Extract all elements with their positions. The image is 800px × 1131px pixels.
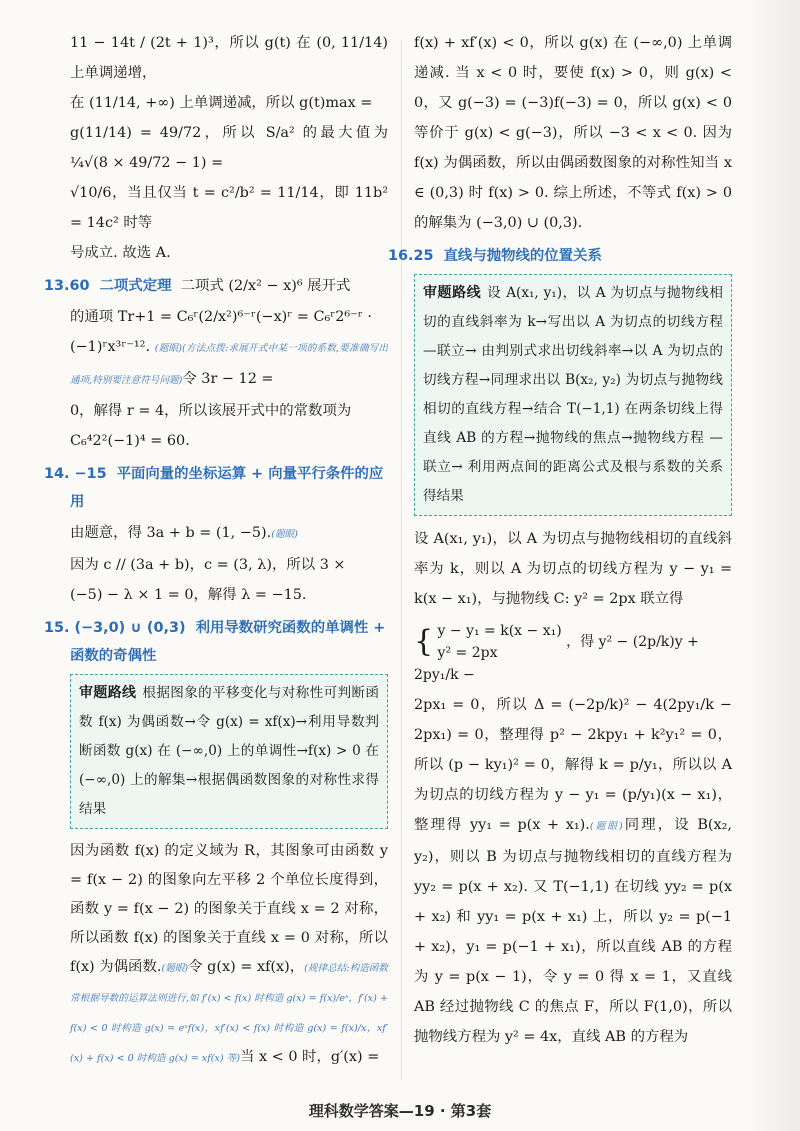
q13-lead: 二项式 (2/x² − x)⁶ 展开式 bbox=[180, 278, 351, 294]
equation-system: { y − y₁ = k(x − x₁) y² = 2px ，得 y² − (2p/k)y + 2py₁/k − bbox=[414, 623, 699, 683]
text-line: 号成立. 故选 A. bbox=[70, 245, 171, 261]
text-paragraph: 设 A(x₁, y₁)，以 A 为切点与抛物线相切的直线斜率为 k，则以 A 为切点的切线方程为 y − y₁ = k(x − x₁)，与抛物线 C: y² = 2px 联立得 bbox=[414, 531, 732, 607]
q15-answer: 15. (−3,0) ∪ (0,3) bbox=[44, 620, 186, 636]
box-text: 设 A(x₁, y₁)，以 A 为切点与抛物线相切的直线斜率为 k→写出以 A 为切点的切线方程 —联立→ 由判别式求出切线斜率→以 A 为切点的切线方程→同理求出以 B(x₂, y₂) 为切点与抛物线相切的直线方程→结合 T(−1,1) 在两条切线上得直线 AB 的方程→抛物线的焦点→抛物线方程 —联立→ 利用两点间的距离公式及根与系数的关系得结果 bbox=[423, 285, 723, 504]
text-line: 因为 c // (3a + b)，c = (3, λ)，所以 3 × bbox=[70, 557, 346, 573]
box-text: 根据图象的平移变化与对称性可判断函数 f(x) 为偶函数→令 g(x) = xf(x)→利用导数判断函数 g(x) 在 (−∞,0) 上的单调性→f(x) > 0 在 (−∞,0) 上的解集→根据偶函数图象的对称性求得结果 bbox=[79, 685, 380, 817]
text-line: g(11/14) = 49/72，所以 S/a² 的最大值为 ¼√(8 × 49/72 − 1) = bbox=[70, 125, 388, 171]
box-label: 审题路线 bbox=[79, 685, 137, 701]
text-line: √10/6，当且仅当 t = c²/b² = 11/14，即 11b² = 14c² 时等 bbox=[70, 185, 388, 231]
annotation-note: (题眼) bbox=[589, 821, 623, 832]
text-line: 由题意，得 3a + b = (1, −5).(题眼) bbox=[70, 525, 298, 541]
text-line: (−1)ʳx³ʳ⁻¹². (题眼)(方法点拨:求展开式中某一项的系数,要准确写出通项,特别要注意符号问题)令 3r − 12 = bbox=[70, 339, 388, 387]
q13-answer: 13.60 bbox=[44, 278, 90, 294]
left-column bbox=[44, 28, 389, 1073]
text-line: C₆⁴2²(−1)⁴ = 60. bbox=[70, 433, 190, 449]
analysis-route-box bbox=[70, 674, 388, 829]
text-paragraph: 2px₁ = 0，所以 Δ = (−2p/k)² − 4(2py₁/k − 2px₁) = 0，整理得 p² − 2kpy₁ + k²y₁² = 0，所以 (p − ky₁)² = 0，解得 k = p/y₁，所以以 A 为切点的切线方程为 y − y₁ = (p/y₁)(x − x₁)，整理得 yy₁ = p(x + x₁).(题眼)同理，设 B(x₂, y₂)，则以 B 为切点与抛物线相切的直线方程为 yy₂ = p(x + x₂). 又 T(−1,1) 在切线 yy₂ = p(x + x₂) 和 yy₁ = p(x + x₁) 上，所以 y₂ = p(−1 + x₂)，y₁ = p(−1 + x₁)，所以直线 AB 的方程为 y = p(x − 1)，令 y = 0 得 x = 1，又直线 AB 经过抛物线 C 的焦点 F，所以 F(1,0)，所以抛物线方程为 y² = 4x，直线 AB 的方程为 bbox=[414, 697, 732, 1045]
q13-topic: 二项式定理 bbox=[99, 278, 172, 294]
text-line: 的通项 Tr+1 = C₆ʳ(2/x²)⁶⁻ʳ(−x)ʳ = C₆ʳ2⁶⁻ʳ · bbox=[70, 309, 372, 325]
page-footer: 理科数学答案—19 · 第3套 bbox=[308, 1102, 492, 1120]
column-divider bbox=[401, 40, 402, 1080]
q14-topic: 平面向量的坐标运算 + 向量平行条件的应用 bbox=[70, 466, 384, 510]
text-line: 11 − 14t / (2t + 1)³，所以 g(t) 在 (0, 11/14) 上单调递增， bbox=[70, 35, 388, 81]
text-line: 在 (11/14, +∞) 上单调递减，所以 g(t)max = bbox=[70, 95, 373, 111]
q14-heading bbox=[44, 460, 388, 516]
text-line: (−5) − λ × 1 = 0，解得 λ = −15. bbox=[70, 587, 307, 603]
box-label: 审题路线 bbox=[423, 285, 482, 301]
system-eq-2: y² = 2px bbox=[437, 645, 498, 661]
q16-answer: 16.25 bbox=[388, 248, 434, 264]
system-tail: ，得 y² − (2p/k)y + 2py₁/k − bbox=[414, 634, 699, 683]
text-line: 0，解得 r = 4，所以该展开式中的常数项为 bbox=[70, 403, 352, 419]
text-paragraph: f(x) + xf′(x) < 0，所以 g(x) 在 (−∞,0) 上单调递减. 当 x < 0 时，要使 f(x) > 0，则 g(x) < 0，又 g(−3) = (−3)f(−3) = 0，所以 g(x) < 0 等价于 g(x) < g(−3)，所以 −3 < x < 0. 因为 f(x) 为偶函数，所以由偶函数图象的对称性知当 x ∈ (0,3) 时 f(x) > 0. 综上所述，不等式 f(x) > 0 的解集为 (−3,0) ∪ (0,3). bbox=[414, 35, 732, 231]
q14-answer: 14. −15 bbox=[44, 466, 107, 482]
q16-heading bbox=[388, 242, 732, 270]
q13-heading bbox=[44, 272, 388, 300]
q15-heading bbox=[44, 614, 388, 670]
annotation-note: (规律总结:构造函数常根据导数的运算法则进行,如 f′(x) < f(x) 时构造 g(x) = f(x)/eˣ，f′(x) + f(x) < 0 时构造 g(x) = eˣf(x)，xf′(x) < f(x) 时构造 g(x) = f(x)/x，xf′(x) + f(x) < 0 时构造 g(x) = xf(x) 等) bbox=[70, 963, 389, 1064]
annotation-note: (题眼) bbox=[161, 963, 189, 974]
q15-topic: 利用导数研究函数的单调性 + 函数的奇偶性 bbox=[70, 620, 386, 664]
system-eq-1: y − y₁ = k(x − x₁) bbox=[437, 623, 562, 639]
right-column bbox=[388, 28, 732, 1052]
page-edge-shading bbox=[745, 0, 800, 1131]
annotation-note: (题眼)(方法点拨:求展开式中某一项的系数,要准确写出通项,特别要注意符号问题) bbox=[70, 343, 388, 386]
text-paragraph: 因为函数 f(x) 的定义域为 R，其图象可由函数 y = f(x − 2) 的图象向左平移 2 个单位长度得到，函数 y = f(x − 2) 的图象关于直线 x = 2 对称，所以函数 f(x) 的图象关于直线 x = 0 对称，所以 f(x) 为偶函数.(题眼)令 g(x) = xf(x)，(规律总结:构造函数常根据导数的运算法则进行,如 f′(x) < f(x) 时构造 g(x) = f(x)/eˣ，f′(x) + f(x) < 0 时构造 g(x) = eˣf(x)，xf′(x) < f(x) 时构造 g(x) = f(x)/x，xf′(x) + f(x) < 0 时构造 g(x) = xf(x) 等)当 x < 0 时，g′(x) = bbox=[70, 843, 389, 1065]
analysis-route-box bbox=[414, 274, 732, 516]
annotation-note: (题眼) bbox=[271, 529, 298, 540]
q16-topic: 直线与抛物线的位置关系 bbox=[443, 248, 602, 264]
